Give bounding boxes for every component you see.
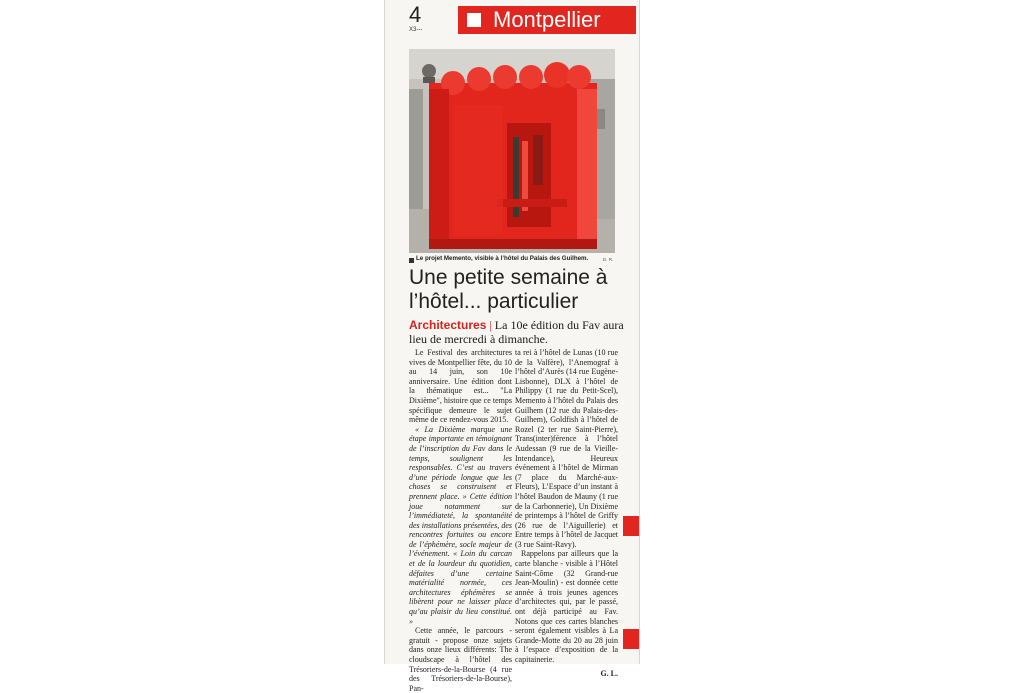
adjacent-page-red-tab [623,516,639,536]
article-photo [409,49,615,253]
adjacent-page-red-tab [623,629,639,649]
article-column-left [409,348,512,693]
page-number: 4 [409,2,422,27]
body-paragraph: Cette année, le parcours - gratuit - propose onze sujets dans onze lieux différents: The cloudscape à l’hôtel des Trésoriers-de-la-Bourse (4 rue des Trésoriers-de-la-Bourse), Pan- [409,626,512,693]
body-paragraph: Rappelons par ailleurs que la carte blanche - visible à l’Hôtel Saint-Côme (32 Grand-rue Jean-Moulin) - est donnée cette année à trois jeunes agences d’architectes qui, par le passé, ont déjà participé au Fav. Notons que ces cartes blanches seront également visibles à La Grande-Motte du 20 au 28 juin à l’espace d’exposition de la capitainerie. [515,549,618,664]
section-square-icon [467,13,481,27]
newspaper-page [385,0,639,693]
body-paragraph: « La Dixième marque une étape importante en témoignant de l’inscription du Fav dans le temps, soulignent les responsables. C’est au travers d’une période longue que les choses se construisent et prennent place. » Cette édition joue notamment sur l’immédiateté, la spontanéité des installations présentées, des rencontres fortuites ou encore de l’éphémère, socle majeur de l’événement. « Loin du carcan et de la lourdeur du quotidien, défaites d’une certaine matérialité normée, ces architectures éphémères se libèrent pour ne laisser place qu’au plaisir du lieu constitué. » [409,424,512,626]
body-paragraph: Le Festival des architectures vives de Montpellier fête, du 10 au 14 juin, son 10e anniversaire. Une édition dont la thématique est... "La Dixième", histoire que ce temps spécifique demeure le sujet même de ce rendez-vous 2015. [409,348,512,425]
page-edge-right [639,0,640,664]
article-deck: Architectures | La 10e édition du Fav aura lieu de mercredi à dimanche. [409,318,624,346]
article-column-right [515,348,618,678]
photo-credit: D. R. [603,257,614,262]
section-title: Montpellier [493,7,601,32]
page-edge-left [384,0,385,664]
body-paragraph: ta rei à l’hôtel de Lunas (10 rue de la Valfère), l’Anemograf à l’hôtel d’Aurès (14 rue Eugène-Lisbonne), DLX à l’hôtel de Philippy (1 rue du Petit-Scel), Memento à l’hôtel du Palais des Guilhem (12 rue du Palais-des-Guilhem), Goldfish à l’hôtel de Rozel (2 ter rue Saint-Pierre), Trans(inter)férence à l’hôtel Audessan (9 rue de la Vieille-Intendance), Heureux événement à l’hôtel de Mirman (7 place du Marché-aux-Fleurs), L’Espace d’un instant à l’hôtel Baudon de Mauny (1 rue de la Carbonnerie), Un Dixième de printemps à l’hôtel de Griffy (26 rue de l’Aiguillerie) et Entre temps à l’hôtel de Jacquet (3 rue Saint-Ravy). [515,348,618,549]
deck-category: Architectures [409,318,487,332]
author-signature: G. L. [600,668,618,678]
page-code: X3--- [409,27,423,33]
memento-installation-image [409,49,615,253]
photo-caption: Le projet Memento, visible à l’hôtel du Palais des Guilhem. [416,255,589,262]
caption-square-icon [409,258,414,263]
deck-text: La 10e édition du Fav aura lieu de mercredi à dimanche. [409,318,624,346]
article-headline: Une petite semaine à l’hôtel... particulier [409,266,608,313]
section-banner [458,6,636,34]
